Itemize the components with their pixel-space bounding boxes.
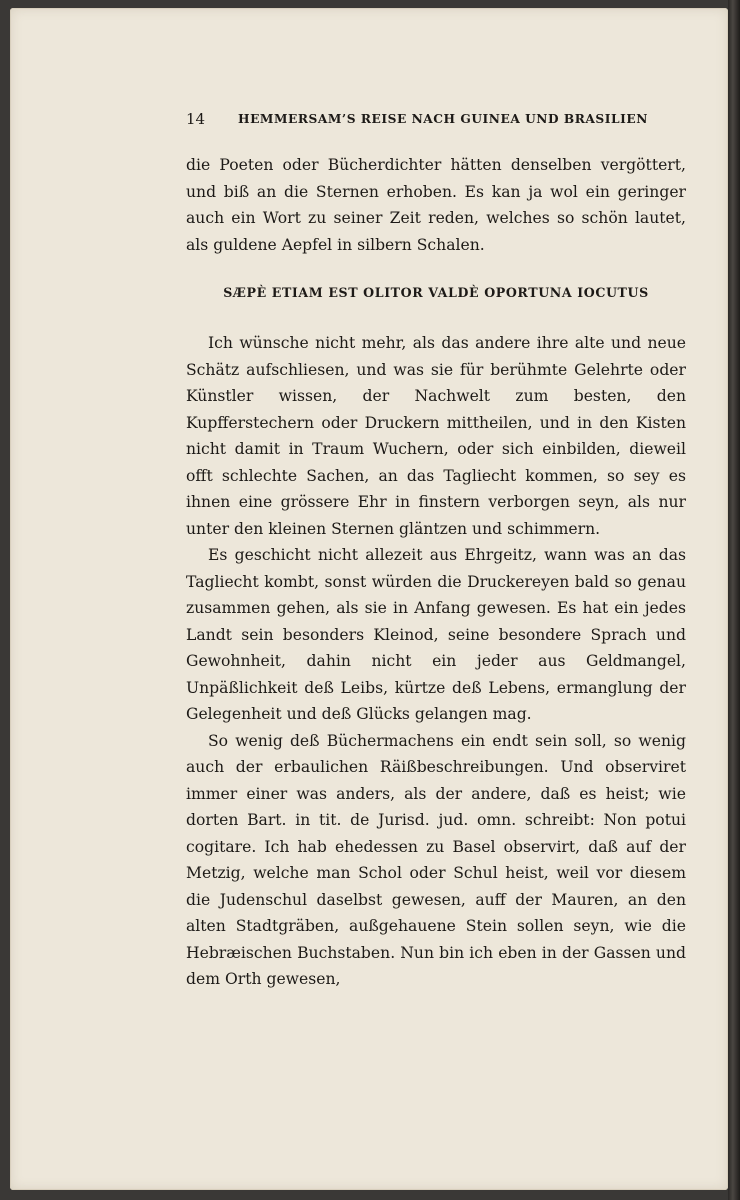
latin-motto: SÆPÈ ETIAM EST OLITOR VALDÈ OPORTUNA IOCUTUS (223, 285, 649, 300)
text-block (174, 100, 686, 993)
paragraph: Ich wünsche nicht mehr, als das andere ihre alte und neue Schätz aufschliesen, und was sie für berühmte Gelehrte oder Künstler wissen, der Nachwelt zum besten, den Kupfferstechern oder Druckern mittheilen, und in den Kisten nicht damit in Traum Wuchern, oder sich einbilden, dieweil offt schlechte Sachen, an das Tagliecht kommen, so sey es ihnen eine grössere Ehr in finstern verborgen seyn, als nur unter den kleinen Sternen gläntzen und schimmern. (186, 334, 686, 538)
paragraph: So wenig deß Büchermachens ein endt sein soll, so wenig auch der erbaulichen Räißbeschreibungen. Und observiret immer einer was anders, als der andere, daß es heist; wie dorten Bart. in tit. de Jurisd. jud. omn. schreibt: Non potui cogitare. Ich hab ehedessen zu Basel observirt, daß auf der Metzig, welche man Schol oder Schul heist, weil vor diesem die Judenschul daselbst gewesen, auff der Mauren, an den alten Stadtgräben, außgehauene Stein sollen seyn, wie die Hebræischen Buchstaben. Nun bin ich eben in der Gassen und dem Orth gewesen, (186, 731, 686, 988)
running-head (174, 100, 686, 130)
paragraph: Es geschicht nicht allezeit aus Ehrgeitz, wann was an das Tagliecht kombt, sonst würden die Druckereyen bald so genau zusammen gehen, als sie in Anfang gewesen. Es hat ein jedes Landt sein besonders Kleinod, seine besondere Sprach und Gewohnheit, dahin nicht ein jeder aus Geldmangel, Unpäßlichkeit deß Leibs, kürtze deß Lebens, ermanglung der Gelegenheit und deß Glücks gelangen mag. (186, 546, 686, 723)
book-spine-edge (728, 0, 740, 1200)
continuation-paragraph: die Poeten oder Bücherdichter hätten denselben vergöttert, und biß an die Sternen erhoben. Es kan ja wol ein geringer auch ein Wort zu seiner Zeit reden, welches so schön lautet, als guldene Aepfel in silbern Schalen. (186, 156, 686, 254)
body-paragraphs (174, 330, 686, 993)
page-number: 14 (186, 110, 206, 128)
running-title: HEMMERSAM’S REISE NACH GUINEA UND BRASILIEN (238, 112, 648, 126)
book-page (10, 8, 728, 1190)
